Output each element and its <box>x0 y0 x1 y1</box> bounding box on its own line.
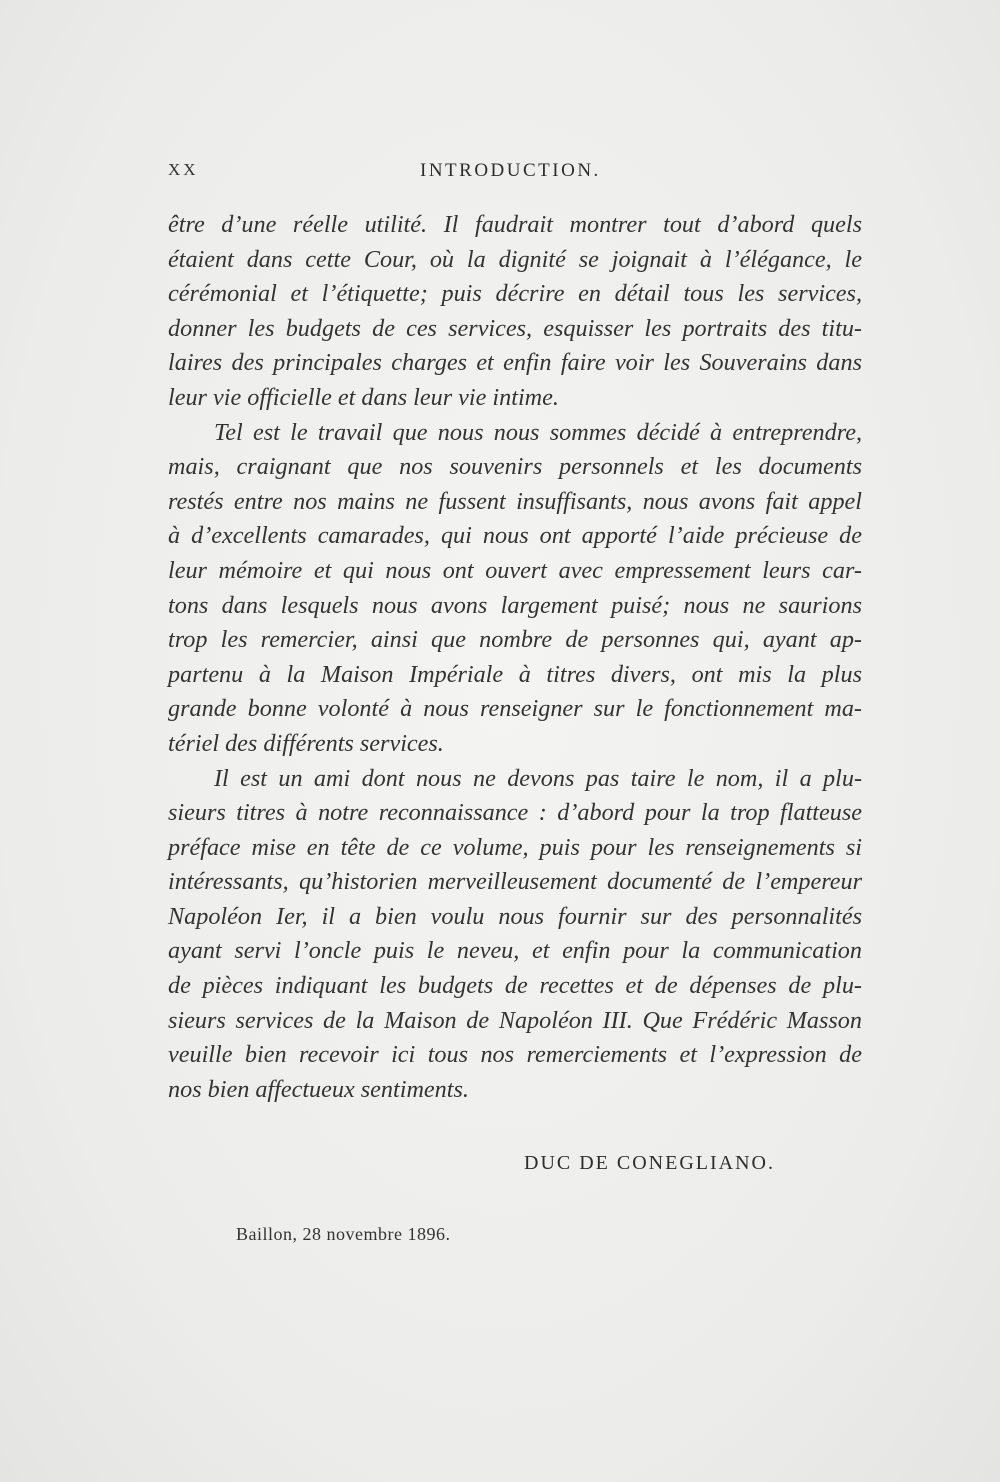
text-line: cérémonial et l’étiquette; puis décrire en détail tous les services, <box>168 280 862 308</box>
text-line: tériel des différents services. <box>168 729 444 757</box>
text-line: leur mémoire et qui nous ont ouvert avec empressement leurs car- <box>168 556 862 584</box>
text-line: laires des principales charges et enfin faire voir les Souverains dans <box>168 349 862 377</box>
text-line: Napoléon Ier, il a bien voulu nous fournir sur des personnalités <box>168 902 862 930</box>
paragraph-2 <box>168 416 862 762</box>
text-line: Il est un ami dont nous ne devons pas taire le nom, il a plu- <box>214 764 862 792</box>
text-line: donner les budgets de ces services, esquisser les portraits des titu- <box>168 314 862 342</box>
text-line: restés entre nos mains ne fussent insuffisants, nous avons fait appel <box>168 487 862 515</box>
text-line: à d’excellents camarades, qui nous ont apporté l’aide précieuse de <box>168 522 862 550</box>
text-line: être d’une réelle utilité. Il faudrait montrer tout d’abord quels <box>168 211 862 238</box>
body-text <box>168 208 862 1107</box>
text-line: tons dans lesquels nous avons largement puisé; nous ne saurions <box>168 591 862 619</box>
text-line: de pièces indiquant les budgets de recettes et de dépenses de plu- <box>168 972 862 1000</box>
text-line: partenu à la Maison Impériale à titres divers, ont mis la plus <box>168 660 862 688</box>
page-header <box>168 160 868 190</box>
text-line: mais, craignant que nos souvenirs personnels et les documents <box>168 453 862 481</box>
text-line: étaient dans cette Cour, où la dignité se joignait à l’élégance, le <box>168 245 862 273</box>
text-line: nos bien affectueux sentiments. <box>168 1075 469 1103</box>
signature: DUC DE CONEGLIANO. <box>524 1152 775 1174</box>
text-line: leur vie officielle et dans leur vie intime. <box>168 383 559 411</box>
text-line: sieurs titres à notre reconnaissance : d’abord pour la trop flatteuse <box>168 799 862 827</box>
text-line: intéressants, qu’historien merveilleusement documenté de l’empereur <box>168 868 862 896</box>
dateline: Baillon, 28 novembre 1896. <box>236 1224 451 1244</box>
text-line: trop les remercier, ainsi que nombre de personnes qui, ayant ap- <box>168 626 862 654</box>
text-line: préface mise en tête de ce volume, puis pour les renseignements si <box>168 833 862 861</box>
running-head: INTRODUCTION. <box>420 160 601 181</box>
text-line: veuille bien recevoir ici tous nos remerciements et l’expression de <box>168 1041 862 1069</box>
text-line: Tel est le travail que nous nous sommes décidé à entreprendre, <box>214 418 862 446</box>
text-line: grande bonne volonté à nous renseigner sur le fonctionnement ma- <box>168 695 862 723</box>
text-line: sieurs services de la Maison de Napoléon III. Que Frédéric Masson <box>168 1006 862 1034</box>
page-number: XX <box>168 160 199 179</box>
paragraph-1 <box>168 208 862 416</box>
paragraph-3 <box>168 762 862 1108</box>
text-line: ayant servi l’oncle puis le neveu, et enfin pour la communication <box>168 937 862 965</box>
